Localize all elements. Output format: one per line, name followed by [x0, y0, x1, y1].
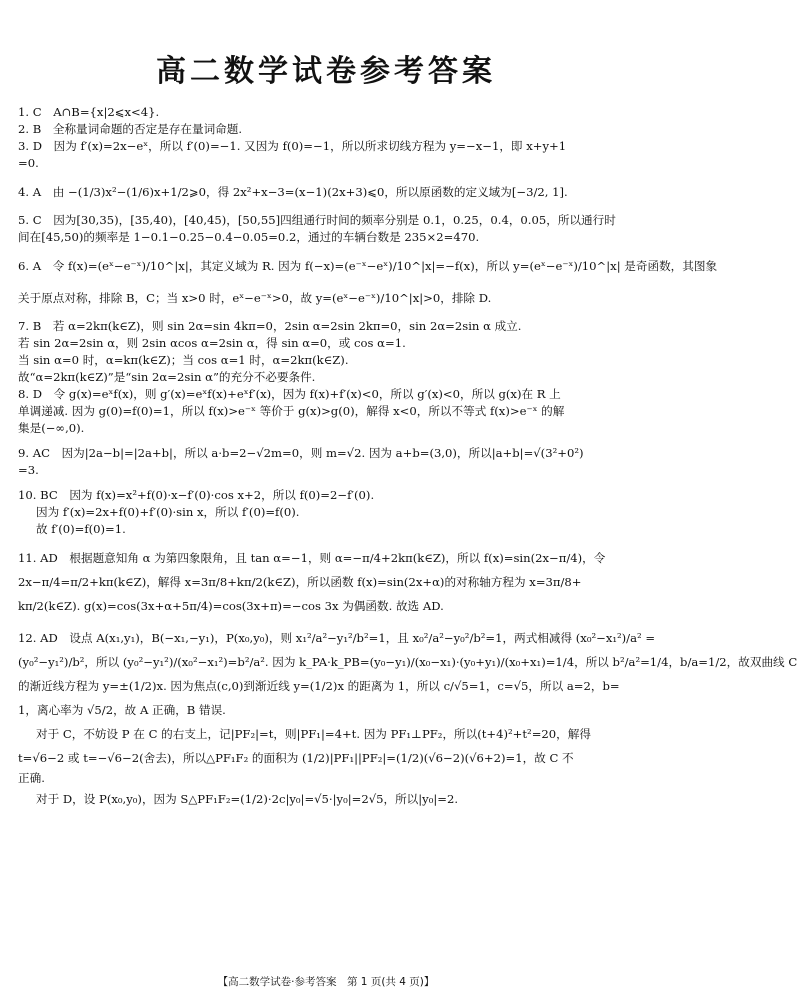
answer-line: =0.: [18, 156, 39, 170]
answer-line: 的渐近线方程为 y=±(1/2)x. 因为焦点(c,0)到渐近线 y=(1/2)x 的距离为 1，所以 c/√5=1，c=√5，所以 a=2，b=: [18, 679, 620, 693]
answer-line: 2x−π/4=π/2+kπ(k∈Z)，解得 x=3π/8+kπ/2(k∈Z)，所以函数 f(x)=sin(2x+α)的对称轴方程为 x=3π/8+: [18, 575, 582, 589]
page-title: 高二数学试卷参考答案: [156, 54, 496, 89]
answer-line: 6. A 令 f(x)=(eˣ−e⁻ˣ)/10^|x|，其定义域为 R. 因为 f(−x)=(e⁻ˣ−eˣ)/10^|x|=−f(x)，所以 y=(eˣ−e⁻ˣ)/10^|x| 是奇函数，其图象: [18, 259, 718, 273]
answer-line: 对于 C，不妨设 P 在 C 的右支上，记|PF₂|=t，则|PF₁|=4+t. 因为 PF₁⊥PF₂，所以(t+4)²+t²=20，解得: [36, 727, 591, 741]
answer-line: 4. A 由 −(1/3)x²−(1/6)x+1/2⩾0，得 2x²+x−3=(x−1)(2x+3)⩽0，所以原函数的定义域为[−3/2, 1].: [18, 185, 568, 199]
answer-line: (y₀²−y₁²)/b²，所以 (y₀²−y₁²)/(x₀²−x₁²)=b²/a². 因为 k_PA·k_PB=(y₀−y₁)/(x₀−x₁)·(y₀+y₁)/(x₀+x₁)=1/4，所以 b²/a²=1/4，b/a=1/2，故双曲线 C: [18, 655, 797, 669]
answer-line: 间在[45,50)的频率是 1−0.1−0.25−0.4−0.05=0.2，通过的车辆台数是 235×2=470.: [18, 230, 480, 244]
answer-content: [18, 104, 797, 811]
answer-line: 7. B 若 α=2kπ(k∈Z)，则 sin 2α=sin 4kπ=0，2sin α=2sin 2kπ=0，sin 2α=2sin α 成立.: [18, 319, 522, 333]
answer-line: 1. C A∩B={x|2⩽x<4}.: [18, 105, 160, 119]
answer-line: 当 sin α=0 时，α=kπ(k∈Z)；当 cos α=1 时，α=2kπ(k∈Z).: [18, 353, 349, 367]
answer-line: 若 sin 2α=2sin α，则 2sin αcos α=2sin α，得 sin α=0，或 cos α=1.: [18, 336, 406, 350]
answer-line: 2. B 全称量词命题的否定是存在量词命题.: [18, 122, 243, 136]
answer-line: =3.: [18, 463, 39, 477]
page-footer: 【高二数学试卷·参考答案 第 1 页(共 4 页)】: [217, 976, 435, 988]
answer-line: 1，离心率为 √5/2，故 A 正确，B 错误.: [18, 703, 226, 717]
answer-line: 故 f′(0)=f(0)=1.: [36, 522, 126, 536]
answer-line: 5. C 因为[30,35)，[35,40)，[40,45)，[50,55]四组通行时间的频率分别是 0.1，0.25，0.4，0.05，所以通行时: [18, 213, 616, 227]
answer-line: 集是(−∞,0).: [18, 421, 85, 435]
answer-line: 12. AD 设点 A(x₁,y₁)，B(−x₁,−y₁)，P(x₀,y₀)，则 x₁²/a²−y₁²/b²=1，且 x₀²/a²−y₀²/b²=1，两式相减得 (x₀²−x₁²)/a² =: [18, 631, 656, 645]
answer-line: 关于原点对称，排除 B，C；当 x>0 时，eˣ−e⁻ˣ>0，故 y=(eˣ−e⁻ˣ)/10^|x|>0，排除 D.: [18, 291, 492, 305]
answer-line: t=√6−2 或 t=−√6−2(舍去)，所以△PF₁F₂ 的面积为 (1/2)|PF₁||PF₂|=(1/2)(√6−2)(√6+2)=1，故 C 不: [18, 751, 574, 765]
answer-line: 10. BC 因为 f(x)=x²+f(0)·x−f′(0)·cos x+2，所以 f(0)=2−f′(0).: [18, 488, 375, 502]
answer-line: kπ/2(k∈Z). g(x)=cos(3x+α+5π/4)=cos(3x+π)=−cos 3x 为偶函数. 故选 AD.: [18, 599, 444, 613]
answer-line: 8. D 令 g(x)=eˣf(x)，则 g′(x)=eˣf(x)+eˣf′(x)，因为 f(x)+f′(x)<0，所以 g′(x)<0，所以 g(x)在 R 上: [18, 387, 561, 401]
answer-line: 因为 f′(x)=2x+f(0)+f′(0)·sin x，所以 f′(0)=f(0).: [36, 505, 300, 519]
answer-line: 单调递减. 因为 g(0)=f(0)=1，所以 f(x)>e⁻ˣ 等价于 g(x)>g(0)，解得 x<0，所以不等式 f(x)>e⁻ˣ 的解: [18, 404, 565, 418]
answer-line: 3. D 因为 f′(x)=2x−eˣ，所以 f′(0)=−1. 又因为 f(0)=−1，所以所求切线方程为 y=−x−1，即 x+y+1: [18, 139, 567, 153]
answer-line: 11. AD 根据题意知角 α 为第四象限角，且 tan α=−1，则 α=−π/4+2kπ(k∈Z)，所以 f(x)=sin(2x−π/4)，令: [18, 551, 606, 565]
answer-line: 9. AC 因为|2a−b|=|2a+b|，所以 a·b=2−√2m=0，则 m=√2. 因为 a+b=(3,0)，所以|a+b|=√(3²+0²): [18, 446, 584, 460]
answer-line: 故“α=2kπ(k∈Z)”是“sin 2α=2sin α”的充分不必要条件.: [18, 370, 316, 384]
answer-line: 正确.: [18, 771, 45, 785]
answer-line: 对于 D，设 P(x₀,y₀)，因为 S△PF₁F₂=(1/2)·2c|y₀|=√5·|y₀|=2√5，所以|y₀|=2.: [36, 792, 459, 806]
